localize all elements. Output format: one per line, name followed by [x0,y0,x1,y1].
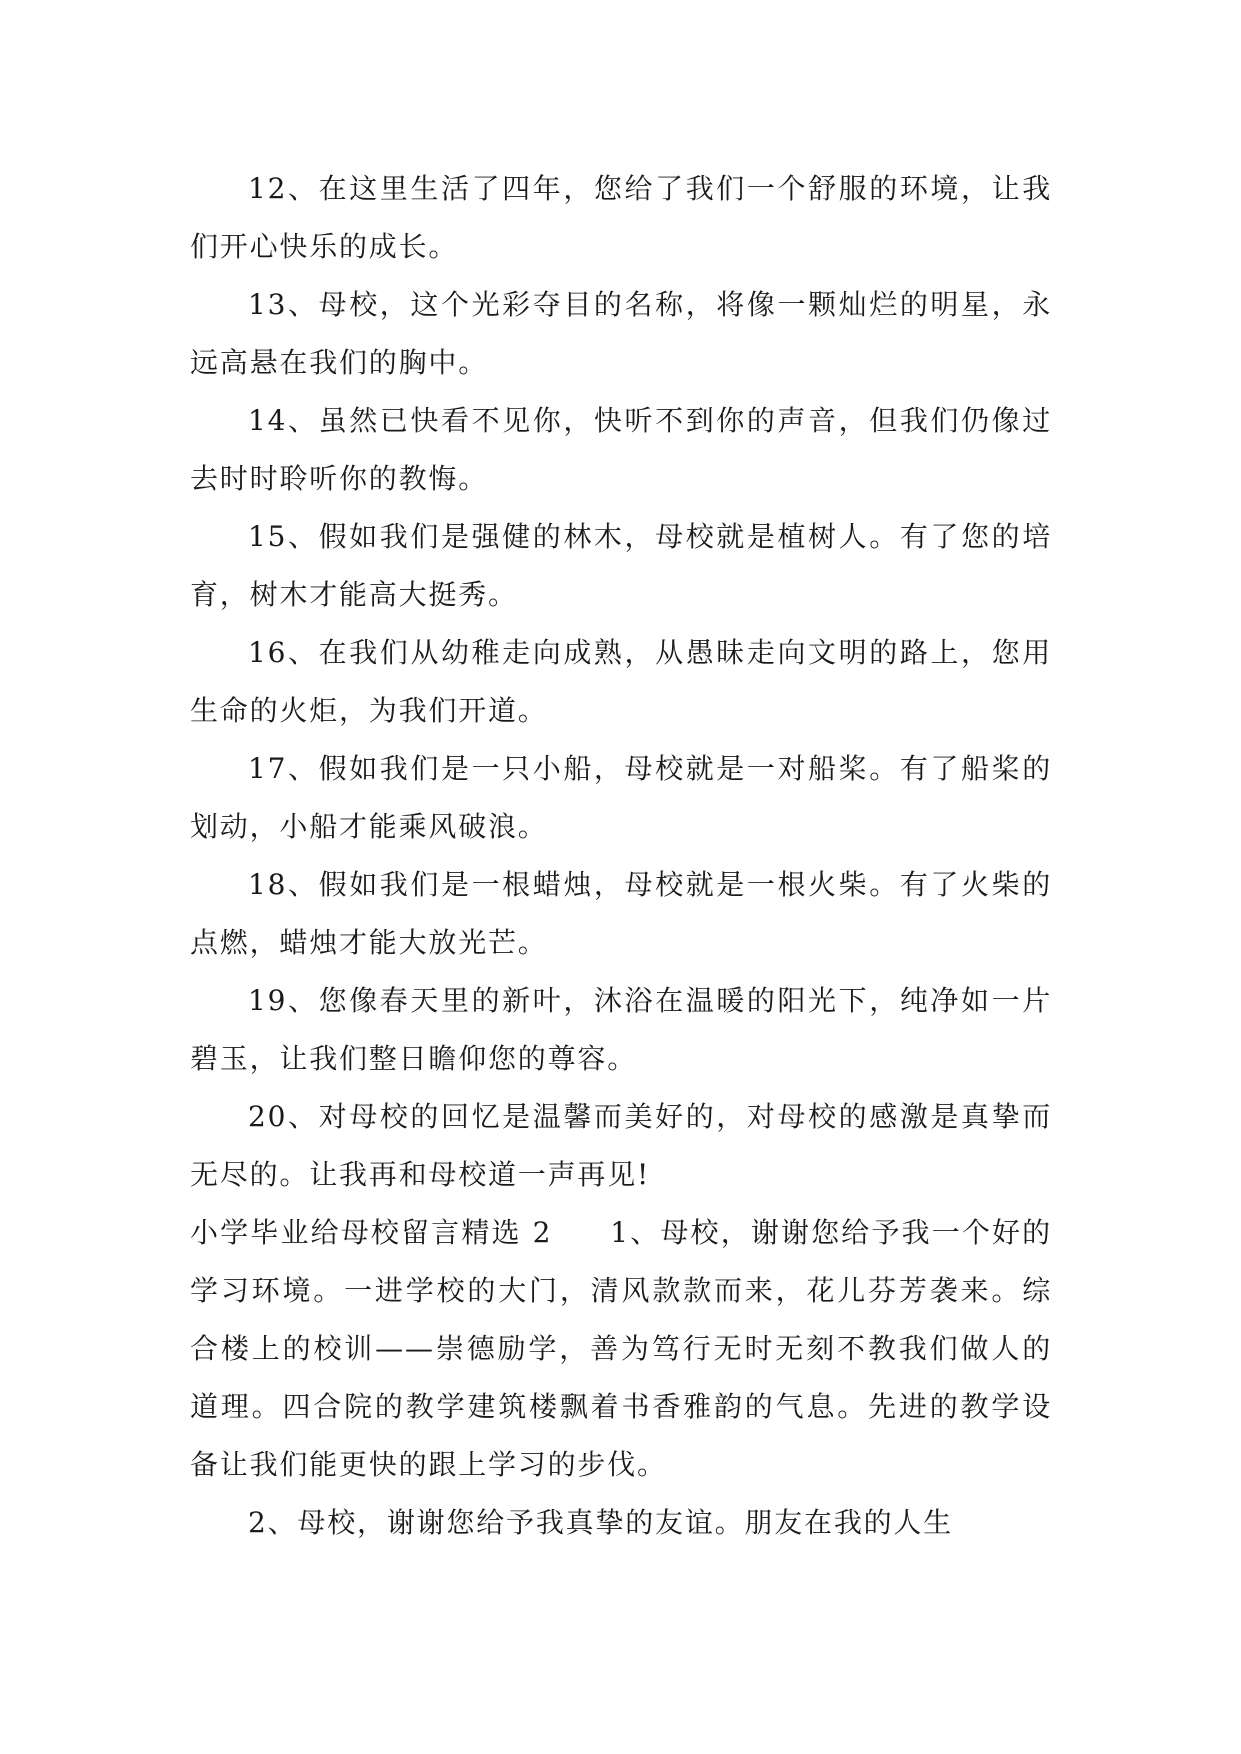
paragraph-12: 12、在这里生活了四年，您给了我们一个舒服的环境，让我们开心快乐的成长。 [190,172,1052,263]
paragraph-16: 16、在我们从幼稚走向成熟，从愚昧走向文明的路上，您用生命的火炬，为我们开道。 [190,636,1052,727]
section-paragraph-2: 2、母校，谢谢您给予我真挚的友谊。朋友在我的人生 [248,1506,954,1539]
paragraph-18: 18、假如我们是一根蜡烛，母校就是一根火柴。有了火柴的点燃，蜡烛才能大放光芒。 [190,868,1052,959]
paragraph-17: 17、假如我们是一只小船，母校就是一对船桨。有了船桨的划动，小船才能乘风破浪。 [190,752,1052,843]
section-paragraph-1: 1、母校，谢谢您给予我一个好的学习环境。一进学校的大门，清风款款而来，花儿芬芳袭来。综合楼上的校训——崇德励学，善为笃行无时无刻不教我们做人的道理。四合院的教学建筑楼飘着书香雅韵的气息。先进的教学设备让我们能更快的跟上学习的步伐。 [190,1216,1052,1481]
section-block [190,1204,1052,1494]
paragraph-15: 15、假如我们是强健的林木，母校就是植树人。有了您的培育，树木才能高大挺秀。 [190,520,1052,611]
paragraph-20: 20、对母校的回忆是温馨而美好的，对母校的感激是真挚而无尽的。让我再和母校道一声再见! [190,1100,1052,1191]
paragraph-13: 13、母校，这个光彩夺目的名称，将像一颗灿烂的明星，永远高悬在我们的胸中。 [190,288,1052,379]
document-body [190,160,1052,1552]
section-heading: 小学毕业给母校留言精选 2 [190,1216,553,1249]
paragraph-19: 19、您像春天里的新叶，沐浴在温暖的阳光下，纯净如一片碧玉，让我们整日瞻仰您的尊容。 [190,984,1052,1075]
paragraph-14: 14、虽然已快看不见你，快听不到你的声音，但我们仍像过去时时聆听你的教悔。 [190,404,1052,495]
